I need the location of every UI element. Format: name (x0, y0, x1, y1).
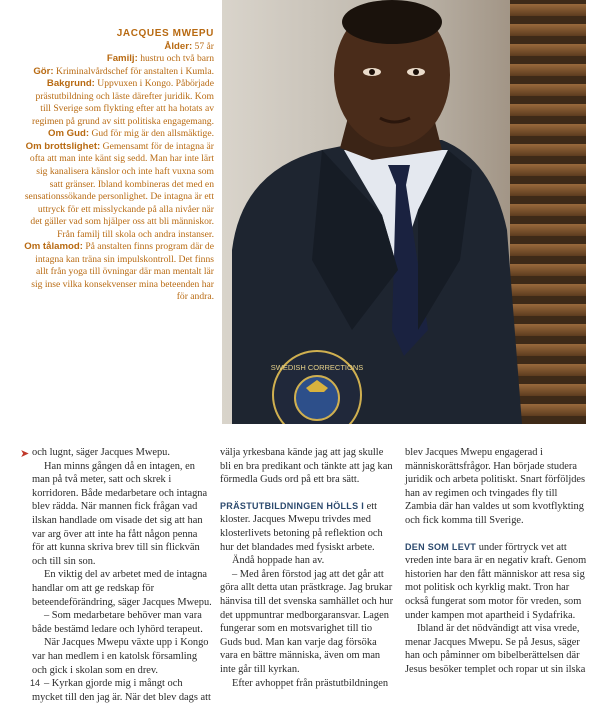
paragraph: PRÄSTUTBILDNINGEN HÖLLS I ett kloster. Jacques Mwepu trivdes med klosterlivets betoning på reflektion och hur det blandades med fysiskt arbete. (220, 500, 383, 553)
paragraph: – Kyrkan gjorde mig i mångt och mycket till den jag är. När det blev dags att (32, 678, 211, 703)
paragraph: och lugnt, säger Jacques Mwepu. (32, 447, 170, 458)
page-number: 14 (30, 678, 41, 688)
paragraph: Efter avhoppet från prästutbildningen (232, 677, 389, 689)
paragraph: En viktig del av arbetet med de intagna handlar om att ge redskap för beteendeförändring, säger Jacques Mwepu. (32, 569, 212, 608)
subheading: PRÄSTUTBILDNINGEN HÖLLS I (220, 500, 364, 511)
paragraph: – Med åren förstod jag att det går att göra allt detta utan prästkrage. Jag brukar hänvisa till det svenska samhället och hur det uppmuntrar medborgaransvar. Lagen fungerar som en motsvarighet till tio Guds bud. Man kan varje dag försöka vara en bättre människa, även om man inte går till kyrkan. (220, 568, 394, 675)
fact-occupation: Gör: Kriminalvårdschef för anstalten i Kumla. (33, 65, 214, 77)
fact-family: Familj: hustru och två barn (106, 53, 214, 65)
window-blinds (510, 0, 586, 424)
fact-about-god: Om Gud: Gud för mig är den allsmäktige. (47, 128, 214, 140)
paragraph: Ibland är det nödvändigt att visa vrede, menar Jacques Mwepu. Se på Jesus, säger han och påminner om bibelberättelsen där Jesus besöker templet och ropar ut sin ilska (405, 623, 586, 675)
fact-about-patience: Om tålamod: På anstalten finns program där de intagna kan träna sin impulskontroll. Det finns allt från yoga till övningar där man mentalt lär sig inse vilka konsekvenser mina beteenden har för andra. (24, 241, 214, 303)
article-column-1 (32, 446, 212, 704)
fact-background: Bakgrund: Uppvuxen i Kongo. Påbörjade prästutbildning och läste därefter juridik. Kom till Sverige som flykting efter att ha hotats av regimen på grund av sitt politiska engagemang. (32, 78, 214, 127)
fact-about-crime: Om brottslighet: Gemensamt för de intagna är ofta att man inte känt sig sedd. Man har inte lärt sig kanalisera känslor och inte haft vuxna som satt gränser. Ibland kombineras det med en sensationssökande personlighet. De intagna är ett uttryck för ett misslyckande på alla nivåer när det gäller vad som hjälper oss att bli människor. Från familj till skola och andra instanser. (24, 140, 214, 240)
paragraph: Ändå hoppade han av. (232, 555, 325, 567)
badge-text: SWEDISH CORRECTIONS (270, 363, 364, 372)
paragraph: välja yrkesbana kände jag att jag skulle bli en bra predikant och tänkte att jag kan förmedla Guds ord på ett bra sätt. (220, 447, 393, 486)
fact-box-name: JACQUES MWEPU (116, 28, 214, 39)
paragraph: – Som medarbetare behöver man vara både bestämd ledare och lyhörd terapeut. (32, 610, 203, 635)
portrait-photo (222, 0, 586, 424)
paragraph: När Jacques Mwepu växte upp i Kongo var han medlem i en katolsk församling och gick i skolan som en drev. (32, 637, 209, 676)
fact-age: Ålder: 57 år (164, 40, 214, 52)
article-column-2 (220, 446, 396, 690)
subheading: DEN SOM LEVT (405, 541, 477, 552)
fact-box (24, 28, 214, 304)
paragraph: DEN SOM LEVT under förtryck vet att vreden inte bara är en negativ kraft. Genom historien har den fått människor att resa sig mot politisk och kyrklig makt. Tron har också fungerat som motor för vreden, som under kampen mot apartheid i Sydafrika. (405, 541, 587, 621)
paragraph: Han minns gången då en intagen, en man på två meter, satt och skrek i korridoren. Både medarbetare och intagna blev rädda. När mannen fick frågan vad ilskan handlade om visade det sig att han var arg över att inte ha fått någon penna för att kunna skriva brev till sin flickvän och till sin son. (32, 460, 208, 567)
portrait-illustration (222, 0, 586, 424)
paragraph: blev Jacques Mwepu engagerad i människorättsfrågor. Han började studera juridik och arbeta politiskt. Snart förföljdes han av regimen och tvingades fly till Zambia där han valdes ut som kvotflykting och fick komma till Sverige. (405, 447, 586, 526)
article-column-3 (405, 446, 589, 677)
continuation-arrow-icon: ➤ (20, 447, 30, 460)
